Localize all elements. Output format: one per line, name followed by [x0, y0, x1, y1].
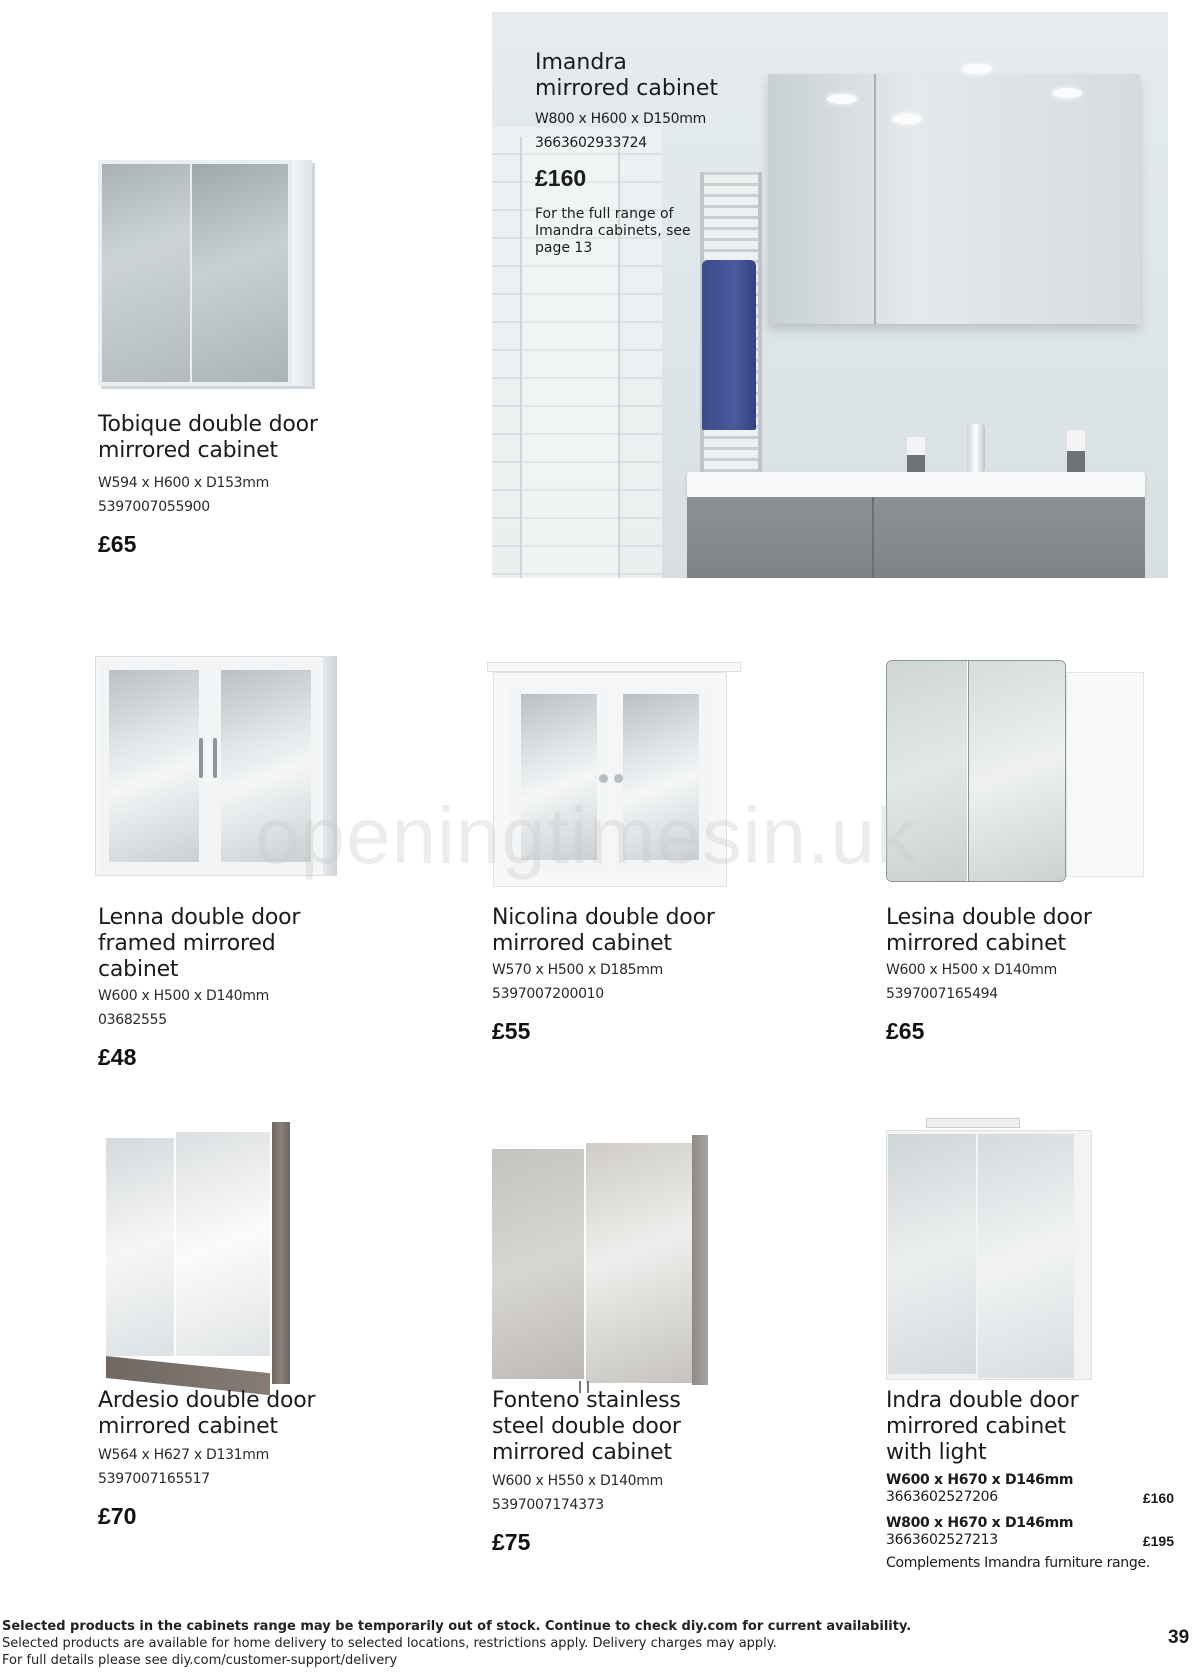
- fonteno-cabinet-image: [492, 1135, 716, 1395]
- watermark: openingtimesin.uk: [255, 791, 917, 880]
- variant-row: [886, 1472, 1174, 1506]
- product-code: 5397007200010: [492, 986, 604, 1002]
- nicolina-cabinet-image: [487, 662, 742, 887]
- product-fonteno: [492, 1388, 822, 1556]
- product-dimensions: W600 x H550 x D140mm: [492, 1473, 663, 1489]
- product-price: £70: [98, 1503, 137, 1529]
- ardesio-cabinet-image: [106, 1122, 290, 1387]
- product-code: 03682555: [98, 1012, 167, 1028]
- tobique-cabinet-image: [98, 160, 314, 388]
- product-title: Indra double door mirrored cabinet with light: [886, 1388, 1079, 1465]
- footer-disclaimer: [2, 1618, 1002, 1669]
- product-dimensions: W600 x H500 x D140mm: [98, 988, 269, 1004]
- product-price: £75: [492, 1529, 531, 1555]
- product-code: 5397007174373: [492, 1497, 604, 1513]
- product-dimensions: W570 x H500 x D185mm: [492, 962, 663, 978]
- stock-disclaimer: Selected products in the cabinets range may be temporarily out of stock. Continue to check diy.com for current availability.: [2, 1619, 912, 1634]
- product-code: 5397007165517: [98, 1471, 210, 1487]
- product-imandra: [535, 50, 775, 257]
- lenna-cabinet-image: [95, 648, 341, 876]
- product-price: £48: [98, 1044, 137, 1070]
- cross-reference-note: For the full range of Imandra cabinets, see page 13: [535, 206, 691, 256]
- variant-price: £160: [1142, 1490, 1174, 1506]
- product-code: 3663602933724: [535, 135, 647, 151]
- product-indra: [886, 1388, 1186, 1572]
- product-dimensions: W600 x H500 x D140mm: [886, 962, 1057, 978]
- variant-code: 3663602527206: [886, 1489, 998, 1505]
- product-title: Lesina double door mirrored cabinet: [886, 905, 1092, 956]
- variant-price: £195: [1142, 1533, 1174, 1549]
- page-number: 39: [1168, 1627, 1190, 1648]
- product-dimensions: W594 x H600 x D153mm: [98, 475, 269, 491]
- product-title: Lenna double door framed mirrored cabinet: [98, 905, 301, 982]
- product-dimensions: W564 x H627 x D131mm: [98, 1447, 269, 1463]
- variant-row: [886, 1515, 1174, 1549]
- indra-cabinet-image: [886, 1118, 1092, 1388]
- delivery-details-link: For full details please see diy.com/customer-support/delivery: [2, 1653, 398, 1668]
- product-lesina: [886, 905, 1200, 1045]
- variant-dimensions: W800 x H670 x D146mm: [886, 1515, 1074, 1531]
- product-title: Imandra mirrored cabinet: [535, 50, 719, 101]
- product-tobique: [98, 412, 428, 558]
- variant-code: 3663602527213: [886, 1532, 998, 1548]
- variant-dimensions: W600 x H670 x D146mm: [886, 1472, 1074, 1488]
- lesina-cabinet-image: [886, 660, 1144, 882]
- product-title: Fonteno stainless steel double door mirrored cabinet: [492, 1388, 681, 1465]
- product-title: Ardesio double door mirrored cabinet: [98, 1388, 316, 1439]
- delivery-disclaimer: Selected products are available for home delivery to selected locations, restrictions apply. Delivery charges may apply.: [2, 1636, 777, 1651]
- product-title: Tobique double door mirrored cabinet: [98, 412, 318, 463]
- product-price: £55: [492, 1018, 531, 1044]
- product-lenna: [98, 905, 428, 1071]
- complements-note: Complements Imandra furniture range.: [886, 1555, 1150, 1571]
- product-price: £160: [535, 165, 587, 191]
- product-code: 5397007165494: [886, 986, 998, 1002]
- product-price: £65: [98, 531, 137, 557]
- product-nicolina: [492, 905, 822, 1045]
- product-title: Nicolina double door mirrored cabinet: [492, 905, 715, 956]
- product-ardesio: [98, 1388, 428, 1530]
- product-dimensions: W800 x H600 x D150mm: [535, 111, 706, 127]
- product-code: 5397007055900: [98, 499, 210, 515]
- product-price: £65: [886, 1018, 925, 1044]
